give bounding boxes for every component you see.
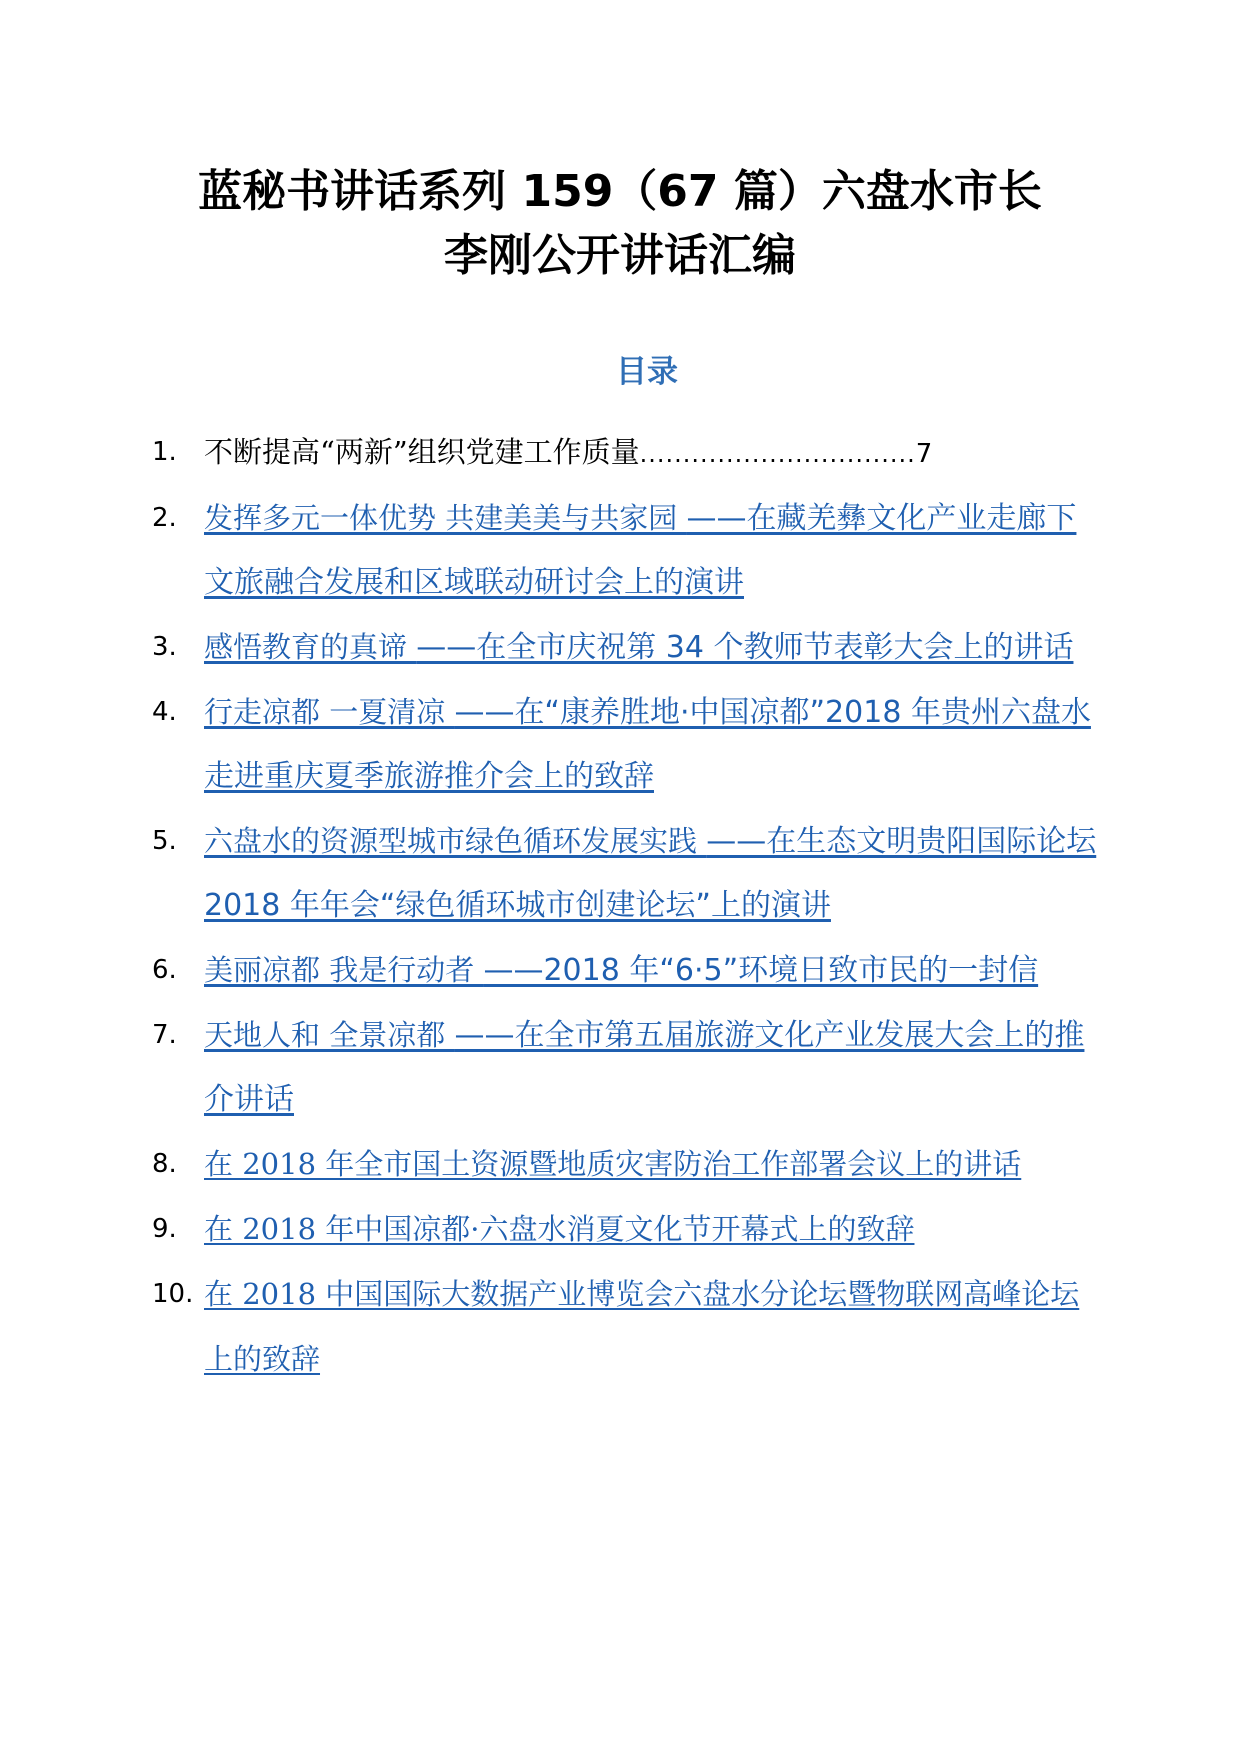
toc-item-3	[152, 615, 1102, 680]
toc-item-number: 6.	[152, 955, 177, 985]
toc-item-7	[152, 1003, 1102, 1132]
toc-link-2[interactable]	[204, 502, 1076, 599]
toc-item-number: 9.	[152, 1214, 177, 1244]
toc-item-number: 4.	[152, 697, 177, 727]
toc-item-number: 3.	[152, 632, 177, 662]
toc-item-title[interactable]: 不断提高“两新”组织党建工作质量	[204, 435, 640, 469]
toc-item-subtitle: ——2018 年“6·5”环境日致市民的一封信	[483, 953, 1039, 988]
document-title-line-1: 蓝秘书讲话系列 159（67 篇）六盘水市长	[198, 166, 1042, 217]
toc-entry-1[interactable]	[204, 420, 1102, 486]
toc-link-5[interactable]	[204, 825, 1096, 922]
toc-item-subtitle: ——在全市庆祝第 34 个教师节表彰大会上的讲话	[416, 630, 1074, 665]
toc-item-title: 发挥多元一体优势 共建美美与共家园	[204, 501, 687, 535]
toc-link-9[interactable]: 在 2018 年中国凉都·六盘水消夏文化节开幕式上的致辞	[204, 1212, 915, 1246]
toc-item-5	[152, 809, 1102, 938]
toc-item-subtitle: ——在藏羌彝文化产业走廊下文旅融合发展和区域联动研讨会上的演讲	[204, 501, 1077, 600]
toc-item-6	[152, 938, 1102, 1003]
toc-item-9	[152, 1197, 1102, 1262]
toc-link-10[interactable]: 在 2018 中国国际大数据产业博览会六盘水分论坛暨物联网高峰论坛上的致辞	[204, 1277, 1080, 1376]
toc-item-title: 美丽凉都 我是行动者	[204, 953, 484, 987]
table-of-contents	[152, 420, 1102, 1392]
toc-item-number: 10.	[152, 1279, 194, 1309]
toc-link-6[interactable]	[204, 954, 1038, 987]
document-title	[120, 160, 1120, 288]
toc-item-10	[152, 1262, 1102, 1392]
toc-item-title: 行走凉都 一夏清凉	[204, 695, 455, 729]
toc-link-4[interactable]	[204, 696, 1091, 793]
toc-dot-leader: ................................	[639, 440, 916, 468]
toc-item-number: 1.	[152, 437, 177, 467]
toc-link-7[interactable]	[204, 1019, 1084, 1116]
toc-item-number: 8.	[152, 1149, 177, 1179]
toc-item-number: 2.	[152, 503, 177, 533]
toc-item-number: 5.	[152, 826, 177, 856]
toc-item-4	[152, 680, 1102, 809]
toc-item-2	[152, 486, 1102, 615]
toc-page-number: 7	[915, 439, 933, 469]
toc-item-subtitle: ——在生态文明贵阳国际论坛 2018 年年会“绿色循环城市创建论坛”上的演讲	[204, 824, 1097, 923]
toc-item-title: 六盘水的资源型城市绿色循环发展实践	[204, 824, 707, 858]
toc-item-8	[152, 1132, 1102, 1197]
toc-item-title: 天地人和 全景凉都	[204, 1018, 455, 1052]
toc-item-subtitle: ——在全市第五届旅游文化产业发展大会上的推介讲话	[204, 1018, 1085, 1117]
toc-item-number: 7.	[152, 1020, 177, 1050]
toc-heading: 目录	[616, 354, 678, 390]
document-title-line-2: 李刚公开讲话汇编	[444, 230, 796, 281]
toc-item-subtitle: ——在“康养胜地·中国凉都”2018 年贵州六盘水走进重庆夏季旅游推介会上的致辞	[204, 695, 1091, 794]
toc-item-1	[152, 420, 1102, 486]
toc-item-title: 感悟教育的真谛	[204, 630, 417, 664]
toc-link-8[interactable]: 在 2018 年全市国土资源暨地质灾害防治工作部署会议上的讲话	[204, 1147, 1022, 1181]
toc-link-3[interactable]	[204, 631, 1073, 664]
